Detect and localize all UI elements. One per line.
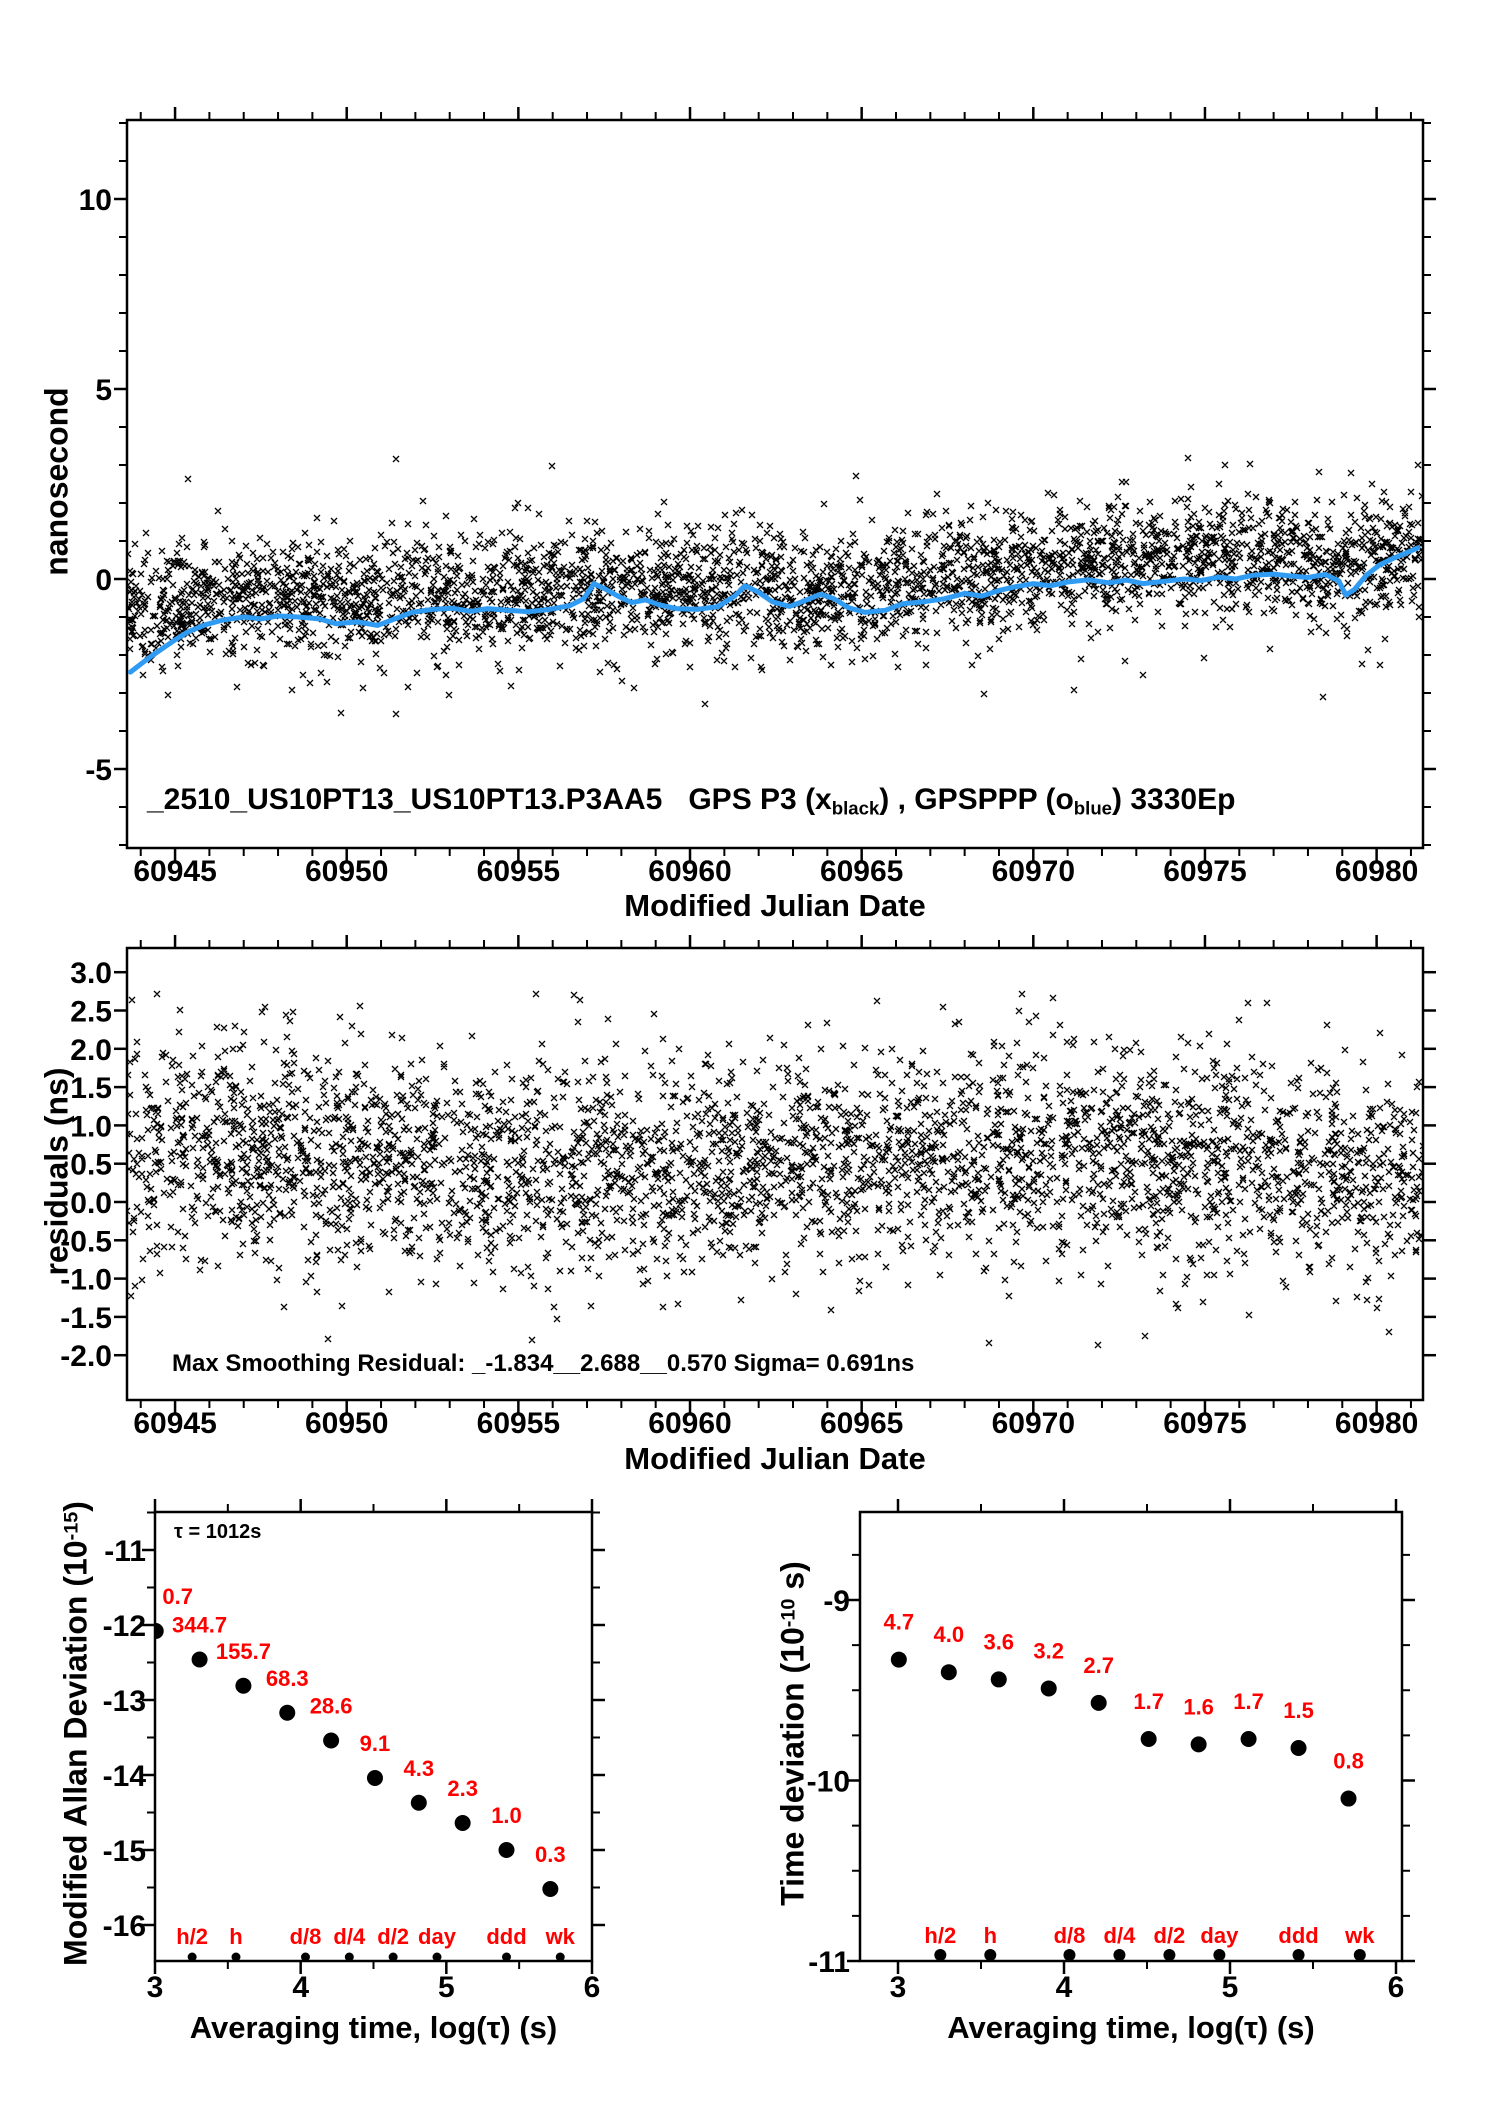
point-value-label: 1.7: [1233, 1688, 1264, 1714]
tdev-point: [1141, 1731, 1157, 1747]
point-value-label: 1.0: [491, 1803, 522, 1828]
x-tick-label: 60945: [133, 1407, 217, 1440]
x-tick-label: 60960: [648, 855, 732, 888]
point-value-label: 28.6: [309, 1693, 353, 1719]
y-tick-label: -14: [102, 1760, 146, 1793]
y-tick-label: 1.5: [70, 1072, 112, 1106]
x-tick-label: 60960: [648, 1407, 732, 1440]
tau-marker-dot: [1354, 1949, 1366, 1961]
panel1-plot: [79, 107, 1436, 888]
gps-p3-legend: GPS P3 (x: [688, 783, 832, 816]
tau-marker-label: wk: [545, 1924, 575, 1949]
tau-marker-label: wk: [1345, 1923, 1375, 1948]
tdev-label-post: s): [774, 1561, 811, 1599]
point-value-label: 9.1: [359, 1731, 391, 1756]
x-tick-label: 6: [1387, 1971, 1405, 2004]
tau-marker-label: day: [418, 1924, 456, 1949]
mdev-point: [455, 1815, 471, 1831]
mdev-point: [323, 1733, 339, 1749]
tau-marker-dot: [1293, 1949, 1305, 1961]
residuals-scatter: [124, 991, 1426, 1348]
tau-marker-dot: [345, 1953, 354, 1962]
point-value-label: 3.6: [983, 1629, 1015, 1655]
y-tick-label: 2.0: [70, 1033, 112, 1067]
tau-marker-dot: [1113, 1949, 1125, 1961]
x-tick-label: 60955: [476, 855, 561, 888]
max-smoothing-residual-text: Max Smoothing Residual: _-1.834__2.688__0.570 Sigma= 0.691ns: [172, 1350, 915, 1377]
x-tick-label: 3: [146, 1971, 164, 2004]
y-tick-label: 10: [78, 184, 112, 217]
tdev-point: [891, 1652, 907, 1668]
panel1-x-axis-label-text: Modified Julian Date: [624, 888, 926, 923]
panel1-frame: [127, 120, 1423, 848]
mdev-point: [498, 1842, 514, 1858]
tau-marker-dot: [502, 1953, 511, 1962]
y-tick-label: 2.5: [70, 995, 112, 1029]
x-marker-subscript: black: [831, 797, 880, 819]
point-value-label: 4.0: [933, 1622, 965, 1648]
tdev-point: [1291, 1740, 1307, 1756]
mdev-point: [542, 1881, 558, 1897]
gps-p3-scatter: [125, 455, 1425, 717]
y-tick-label: -9: [823, 1585, 850, 1618]
y-tick-label: 0: [95, 564, 112, 597]
mdev-point: [279, 1705, 295, 1721]
epoch-count-label: ) 3330Ep: [1112, 783, 1236, 816]
point-value-label: 0.8: [1333, 1748, 1364, 1774]
mdev-label-exponent: -15: [60, 1511, 83, 1541]
tdev-point: [1191, 1736, 1207, 1752]
max-smoothing-residual-annotation: [172, 1350, 914, 1378]
y-tick-label: 0.5: [70, 1148, 112, 1182]
panel1-y-axis-label: [39, 102, 76, 862]
tau-marker-label: d/4: [1103, 1923, 1136, 1948]
mdev-point: [411, 1795, 427, 1811]
x-tick-label: 60970: [991, 1407, 1076, 1440]
x-tick-label: 60955: [476, 1407, 561, 1440]
tau-marker-dot: [433, 1953, 442, 1962]
x-tick-label: 60975: [1163, 855, 1247, 888]
tau-marker-label: d/4: [333, 1924, 366, 1949]
tdev-label-pre: Time deviation (10: [774, 1627, 811, 1906]
point-value-label: 4.3: [403, 1755, 435, 1781]
y-tick-label: -11: [808, 1946, 850, 1979]
dataset-id: _2510_US10PT13_US10PT13.P3AA5: [147, 783, 663, 816]
panel2-x-axis-label: [127, 1441, 1423, 1477]
tau-marker-label: d/8: [289, 1924, 322, 1949]
tau-marker-label: ddd: [486, 1924, 527, 1949]
point-value-label: 344.7: [172, 1612, 228, 1638]
point-value-label: 2.3: [447, 1776, 478, 1801]
panel3-x-axis-label-text: Averaging time, log(τ) (s): [189, 2010, 558, 2045]
point-value-label: 3.2: [1033, 1638, 1065, 1664]
panel2-y-axis-label-text: residuals (ns): [38, 1067, 75, 1276]
x-tick-label: 60975: [1163, 1407, 1247, 1440]
tau-marker-dot: [1163, 1949, 1175, 1961]
panel3-x-axis-label: [120, 2010, 627, 2046]
x-tick-label: 60945: [133, 855, 217, 888]
point-value-label: 68.3: [265, 1665, 309, 1691]
y-tick-label: -10: [806, 1765, 850, 1799]
gpsppp-legend: ) , GPSPPP (o: [879, 783, 1074, 816]
tau-marker-dot: [556, 1953, 565, 1962]
point-value-label: 0.7: [162, 1584, 194, 1609]
tau-marker-label: h/2: [176, 1924, 209, 1949]
y-tick-label: -5: [85, 754, 112, 787]
x-tick-label: 4: [292, 1971, 310, 2004]
x-tick-label: 5: [437, 1971, 455, 2004]
x-tick-label: 60950: [304, 855, 389, 888]
point-value-label: 1.7: [1133, 1688, 1164, 1714]
y-tick-label: 0.0: [70, 1187, 112, 1220]
tau-marker-dot: [301, 1953, 310, 1962]
mdev-point: [367, 1770, 383, 1786]
tau-marker-dot: [984, 1949, 996, 1961]
tau-annotation-text: τ = 1012s: [174, 1521, 262, 1543]
y-tick-label: 5: [95, 374, 112, 407]
panel4-frame: [860, 1512, 1402, 1961]
tdev-point: [941, 1664, 957, 1680]
y-tick-label: -16: [102, 1910, 146, 1943]
panel4-x-axis-label: [860, 2010, 1402, 2046]
x-tick-label: 60980: [1334, 855, 1419, 888]
tau-marker-label: d/2: [377, 1924, 410, 1949]
y-tick-label: -12: [102, 1610, 146, 1643]
tau-marker-label: d/2: [1153, 1923, 1186, 1948]
mdev-label-post: ): [57, 1501, 94, 1512]
tau-marker-label: h: [983, 1923, 998, 1948]
panel3-plot: [103, 1499, 605, 2004]
tdev-point: [1241, 1731, 1257, 1747]
point-value-label: 2.7: [1083, 1652, 1114, 1678]
tau-marker-dot: [188, 1953, 197, 1962]
tau-annotation: [174, 1521, 261, 1544]
y-tick-label: -15: [102, 1835, 146, 1868]
panel1-y-axis-label-text: nanosecond: [38, 387, 75, 576]
x-tick-label: 4: [1055, 1971, 1073, 2004]
point-value-label: 0.3: [535, 1842, 566, 1867]
x-tick-label: 60980: [1334, 1407, 1419, 1440]
y-tick-label: 3.0: [70, 957, 112, 991]
x-tick-label: 60965: [819, 1407, 904, 1440]
mdev-point: [235, 1678, 251, 1694]
panel4-x-axis-label-text: Averaging time, log(τ) (s): [947, 2010, 1315, 2045]
y-tick-label: -11: [104, 1535, 146, 1568]
tdev-point: [1341, 1791, 1357, 1807]
x-tick-label: 60970: [991, 855, 1076, 888]
tdev-point: [1091, 1695, 1107, 1711]
x-tick-label: 6: [583, 1971, 601, 2004]
point-value-label: 4.7: [883, 1609, 915, 1635]
y-tick-label: -1.5: [60, 1301, 112, 1335]
x-tick-label: 5: [1221, 1971, 1239, 2004]
y-tick-label: -1.0: [60, 1263, 112, 1297]
x-tick-label: 60965: [819, 855, 904, 888]
panel1-x-axis-label: [127, 888, 1423, 924]
y-tick-label: 1.0: [70, 1110, 112, 1144]
mdev-point: [192, 1652, 208, 1668]
tau-marker-dot: [1063, 1949, 1075, 1961]
tau-marker-dot: [934, 1949, 946, 1961]
point-value-label: 155.7: [215, 1638, 271, 1664]
tau-marker-label: ddd: [1278, 1923, 1319, 1948]
y-tick-label: -2.0: [60, 1340, 112, 1374]
o-marker-subscript: blue: [1073, 797, 1113, 819]
y-tick-label: -0.5: [60, 1225, 112, 1259]
y-tick-label: -13: [102, 1685, 146, 1718]
tau-marker-dot: [1213, 1949, 1225, 1961]
tdev-point: [1041, 1680, 1057, 1696]
panel1-plot-title: [147, 783, 1235, 820]
panel4-plot: [807, 1499, 1415, 2004]
mdev-label-pre: Modified Allan Deviation (10: [57, 1540, 94, 1966]
point-value-label: 1.5: [1283, 1698, 1314, 1724]
x-tick-label: 60950: [304, 1407, 389, 1440]
tau-marker-label: d/8: [1053, 1923, 1086, 1948]
tau-marker-dot: [389, 1953, 398, 1962]
panel2-x-axis-label-text: Modified Julian Date: [624, 1441, 926, 1476]
panel3-y-axis-label: [58, 1354, 95, 2114]
tdev-label-exponent: -10: [777, 1598, 800, 1628]
tau-marker-dot: [231, 1953, 240, 1962]
tau-marker-label: day: [1200, 1923, 1239, 1948]
tdev-point: [991, 1671, 1007, 1687]
tau-marker-label: h: [229, 1924, 243, 1949]
tau-marker-label: h/2: [924, 1923, 957, 1948]
x-tick-label: 3: [889, 1971, 907, 2004]
point-value-label: 1.6: [1183, 1694, 1214, 1720]
